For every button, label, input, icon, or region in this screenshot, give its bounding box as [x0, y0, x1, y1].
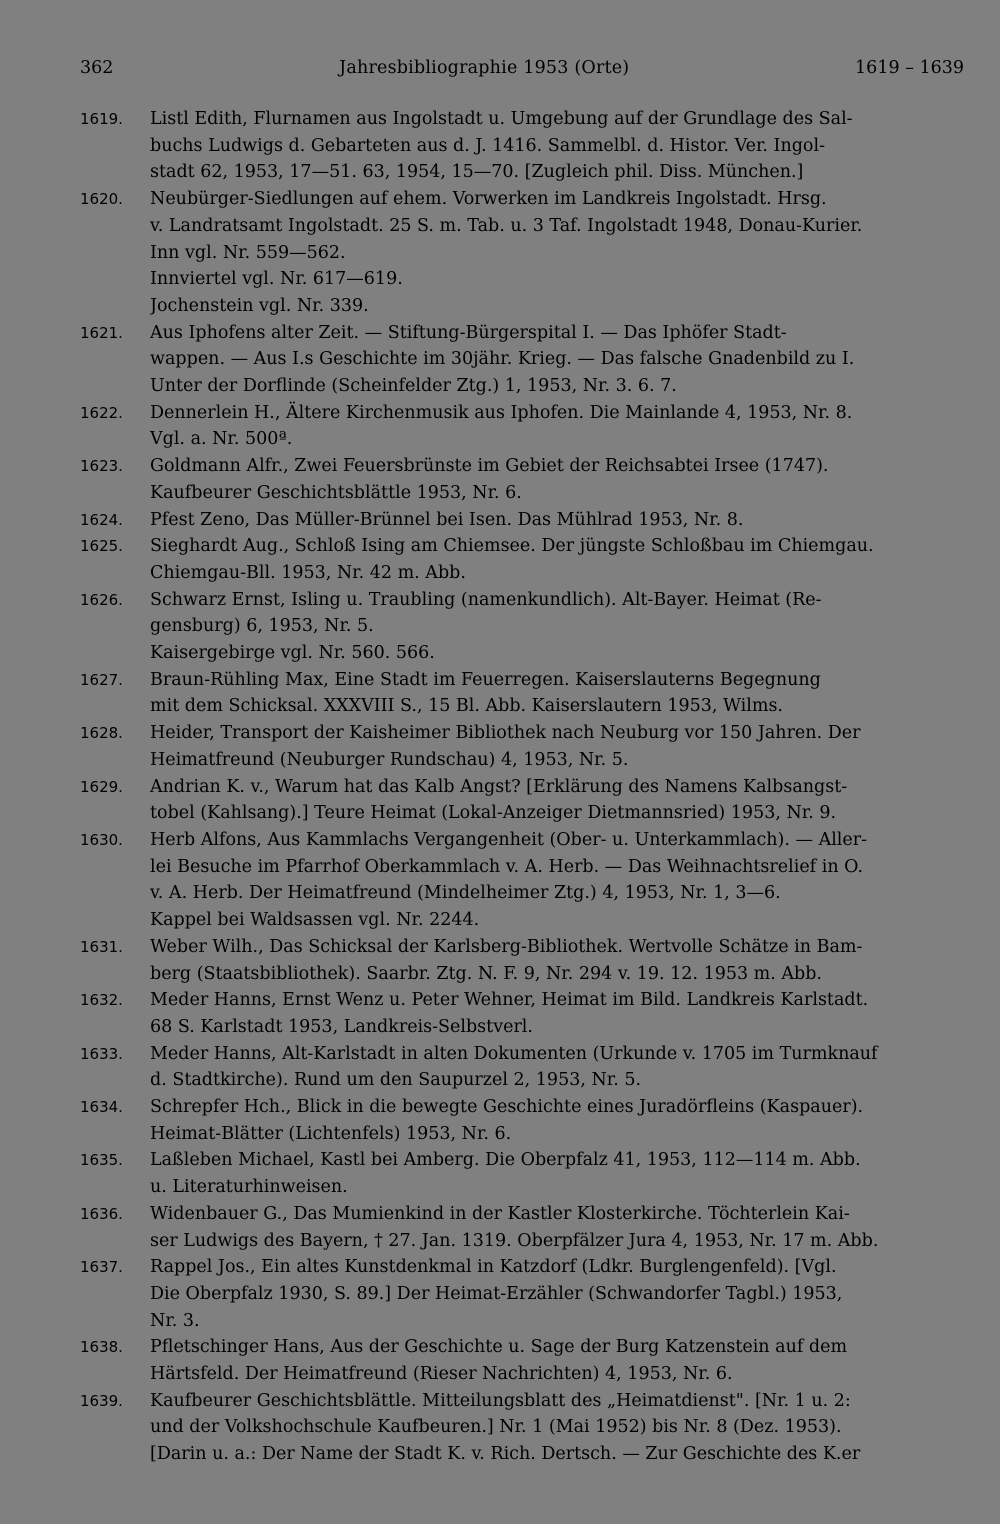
entry-number: 1626. — [80, 590, 123, 609]
entry-line: 68 S. Karlstadt 1953, Landkreis-Selbstverl. — [150, 1016, 533, 1037]
page-number: 362 — [80, 58, 114, 78]
entry-number: 1634. — [80, 1098, 123, 1117]
entry-line: Die Oberpfalz 1930, S. 89.] Der Heimat-Erzähler (Schwandorfer Tagbl.) 1953, — [150, 1283, 843, 1304]
bibliography-entry — [80, 987, 964, 1040]
bibliography-entry — [80, 827, 964, 934]
entry-range: 1619 – 1639 — [855, 58, 964, 78]
entry-line: Rappel Jos., Ein altes Kunstdenkmal in Katzdorf (Ldkr. Burglengenfeld). [Vgl. — [150, 1257, 837, 1278]
entry-line: u. Literaturhinweisen. — [150, 1177, 348, 1198]
entry-line: Schwarz Ernst, Isling u. Traubling (namenkundlich). Alt-Bayer. Heimat (Re- — [150, 589, 822, 610]
entry-text — [150, 400, 964, 453]
entry-number: 1635. — [80, 1151, 123, 1170]
entry-number: 1631. — [80, 937, 123, 956]
entry-line: Sieghardt Aug., Schloß Ising am Chiemsee. Der jüngste Schloßbau im Chiemgau. — [150, 536, 874, 557]
page-header — [80, 58, 964, 86]
entry-number: 1627. — [80, 670, 123, 689]
entry-line: Vgl. a. Nr. 500ª. — [150, 429, 293, 450]
entry-text — [150, 1201, 964, 1254]
entry-text — [150, 987, 964, 1040]
entry-line: Kaufbeurer Geschichtsblättle 1953, Nr. 6. — [150, 482, 522, 503]
entry-number: 1623. — [80, 457, 123, 476]
entry-line: Unter der Dorflinde (Scheinfelder Ztg.) 1, 1953, Nr. 3. 6. 7. — [150, 376, 677, 397]
entry-text — [150, 1094, 964, 1147]
entry-line: Jochenstein vgl. Nr. 339. — [150, 295, 369, 316]
entry-line: v. A. Herb. Der Heimatfreund (Mindelheimer Ztg.) 4, 1953, Nr. 1, 3—6. — [150, 883, 781, 904]
entry-line: Chiemgau-Bll. 1953, Nr. 42 m. Abb. — [150, 562, 466, 583]
entry-number: 1620. — [80, 190, 123, 209]
entry-text — [150, 320, 964, 400]
bibliography-entry — [80, 106, 964, 186]
entry-text — [150, 934, 964, 987]
entry-line: wappen. — Aus I.s Geschichte im 30jähr. Krieg. — Das falsche Gnadenbild zu I. — [150, 349, 855, 370]
entry-line: mit dem Schicksal. XXXVIII S., 15 Bl. Abb. Kaiserslautern 1953, Wilms. — [150, 696, 783, 717]
entry-text — [150, 720, 964, 773]
entry-line: ser Ludwigs des Bayern, † 27. Jan. 1319. Oberpfälzer Jura 4, 1953, Nr. 17 m. Abb. — [150, 1230, 879, 1251]
entry-text — [150, 1041, 964, 1094]
entry-line: tobel (Kahlsang).] Teure Heimat (Lokal-Anzeiger Dietmannsried) 1953, Nr. 9. — [150, 803, 837, 824]
entry-line: Härtsfeld. Der Heimatfreund (Rieser Nachrichten) 4, 1953, Nr. 6. — [150, 1364, 733, 1385]
bibliography-entry — [80, 934, 964, 987]
entry-line: Listl Edith, Flurnamen aus Ingolstadt u. Umgebung auf der Grundlage des Sal- — [150, 109, 853, 129]
entry-line: Pfest Zeno, Das Müller-Brünnel bei Isen. Das Mühlrad 1953, Nr. 8. — [150, 509, 744, 530]
entry-line: v. Landratsamt Ingolstadt. 25 S. m. Tab. u. 3 Taf. Ingolstadt 1948, Donau-Kurier. — [150, 215, 863, 236]
entry-number: 1639. — [80, 1391, 123, 1410]
entry-line: Widenbauer G., Das Mumienkind in der Kastler Klosterkirche. Töchterlein Kai- — [150, 1203, 850, 1224]
entry-text — [150, 1388, 964, 1468]
bibliography-entry — [80, 533, 964, 586]
entry-line: Weber Wilh., Das Schicksal der Karlsberg-Bibliothek. Wertvolle Schätze in Bam- — [150, 936, 863, 957]
entry-line: Meder Hanns, Ernst Wenz u. Peter Wehner, Heimat im Bild. Landkreis Karlstadt. — [150, 990, 869, 1011]
entry-line: Kaisergebirge vgl. Nr. 560. 566. — [150, 643, 435, 664]
entry-text — [150, 533, 964, 586]
entry-line: Kaufbeurer Geschichtsblättle. Mitteilungsblatt des „Heimatdienst". [Nr. 1 u. 2: — [150, 1390, 851, 1411]
entry-line: Heimatfreund (Neuburger Rundschau) 4, 1953, Nr. 5. — [150, 749, 629, 770]
running-title: Jahresbibliographie 1953 (Orte) — [339, 58, 630, 78]
entry-text — [150, 827, 964, 934]
bibliography-entry — [80, 667, 964, 720]
entry-number: 1630. — [80, 830, 123, 849]
entry-line: Dennerlein H., Ältere Kirchenmusik aus Iphofen. Die Mainlande 4, 1953, Nr. 8. — [150, 402, 853, 423]
entry-line: Andrian K. v., Warum hat das Kalb Angst? [Erklärung des Namens Kalbsangst- — [150, 776, 848, 797]
entry-number: 1638. — [80, 1338, 123, 1357]
bibliography-entry — [80, 400, 964, 453]
entry-line: Aus Iphofens alter Zeit. — Stiftung-Bürgerspital I. — Das Iphöfer Stadt- — [150, 322, 787, 343]
bibliography-entry — [80, 1254, 964, 1334]
entry-line: Schrepfer Hch., Blick in die bewegte Geschichte eines Juradörfleins (Kaspauer). — [150, 1097, 864, 1118]
bibliography-entry — [80, 186, 964, 320]
entry-text — [150, 106, 964, 186]
bibliography-entry — [80, 1334, 964, 1387]
entry-text — [150, 1254, 964, 1334]
entry-line: Herb Alfons, Aus Kammlachs Vergangenheit (Ober- u. Unterkammlach). — Aller- — [150, 829, 868, 850]
entry-text — [150, 186, 964, 320]
entry-line: gensburg) 6, 1953, Nr. 5. — [150, 616, 374, 637]
entry-line: Laßleben Michael, Kastl bei Amberg. Die Oberpfalz 41, 1953, 112—114 m. Abb. — [150, 1150, 861, 1171]
entry-line: Inn vgl. Nr. 559—562. — [150, 242, 346, 263]
entry-line: Kappel bei Waldsassen vgl. Nr. 2244. — [150, 910, 480, 931]
entry-number: 1636. — [80, 1204, 123, 1223]
entry-line: Goldmann Alfr., Zwei Feuersbrünste im Gebiet der Reichsabtei Irsee (1747). — [150, 456, 829, 477]
entry-text — [150, 587, 964, 667]
entry-line: Neubürger-Siedlungen auf ehem. Vorwerken im Landkreis Ingolstadt. Hrsg. — [150, 189, 827, 210]
entry-line: berg (Staatsbibliothek). Saarbr. Ztg. N. F. 9, Nr. 294 v. 19. 12. 1953 m. Abb. — [150, 963, 822, 984]
entry-line: Nr. 3. — [150, 1310, 200, 1331]
entry-number: 1637. — [80, 1258, 123, 1277]
bibliography-entry — [80, 1094, 964, 1147]
bibliography-entry — [80, 1041, 964, 1094]
entry-number: 1632. — [80, 991, 123, 1010]
entry-number: 1633. — [80, 1044, 123, 1063]
bibliography-entries — [80, 106, 964, 1468]
entry-text — [150, 1147, 964, 1200]
entry-number: 1629. — [80, 777, 123, 796]
entry-line: Heimat-Blätter (Lichtenfels) 1953, Nr. 6. — [150, 1123, 512, 1144]
bibliography-entry — [80, 720, 964, 773]
entry-line: Innviertel vgl. Nr. 617—619. — [150, 269, 403, 290]
entry-line: und der Volkshochschule Kaufbeuren.] Nr. 1 (Mai 1952) bis Nr. 8 (Dez. 1953). — [150, 1417, 842, 1438]
entry-line: Heider, Transport der Kaisheimer Bibliothek nach Neuburg vor 150 Jahren. Der — [150, 723, 861, 744]
entry-number: 1622. — [80, 403, 123, 422]
bibliography-entry — [80, 1201, 964, 1254]
entry-text — [150, 667, 964, 720]
bibliography-entry — [80, 507, 964, 534]
entry-line: [Darin u. a.: Der Name der Stadt K. v. Rich. Dertsch. — Zur Geschichte des K.er — [150, 1444, 861, 1465]
bibliography-entry — [80, 1147, 964, 1200]
entry-number: 1621. — [80, 323, 123, 342]
bibliography-entry — [80, 587, 964, 667]
entry-number: 1625. — [80, 537, 123, 556]
entry-line: Pfletschinger Hans, Aus der Geschichte u. Sage der Burg Katzenstein auf dem — [150, 1337, 848, 1358]
entry-line: Meder Hanns, Alt-Karlstadt in alten Dokumenten (Urkunde v. 1705 im Turmknauf — [150, 1043, 878, 1064]
bibliography-entry — [80, 1388, 964, 1468]
bibliography-entry — [80, 320, 964, 400]
entry-number: 1624. — [80, 510, 123, 529]
entry-line: buchs Ludwigs d. Gebarteten aus d. J. 1416. Sammelbl. d. Histor. Ver. Ingol- — [150, 135, 825, 156]
entry-line: lei Besuche im Pfarrhof Oberkammlach v. A. Herb. — Das Weihnachtsrelief in O. — [150, 856, 864, 877]
entry-text — [150, 1334, 964, 1387]
entry-text — [150, 507, 964, 534]
bibliography-entry — [80, 453, 964, 506]
entry-number: 1628. — [80, 724, 123, 743]
entry-line: stadt 62, 1953, 17—51. 63, 1954, 15—70. [Zugleich phil. Diss. München.] — [150, 162, 804, 183]
bibliography-entry — [80, 774, 964, 827]
entry-text — [150, 774, 964, 827]
entry-line: d. Stadtkirche). Rund um den Saupurzel 2, 1953, Nr. 5. — [150, 1070, 642, 1091]
entry-number: 1619. — [80, 110, 123, 128]
entry-line: Braun-Rühling Max, Eine Stadt im Feuerregen. Kaiserslauterns Begegnung — [150, 669, 821, 690]
entry-text — [150, 453, 964, 506]
